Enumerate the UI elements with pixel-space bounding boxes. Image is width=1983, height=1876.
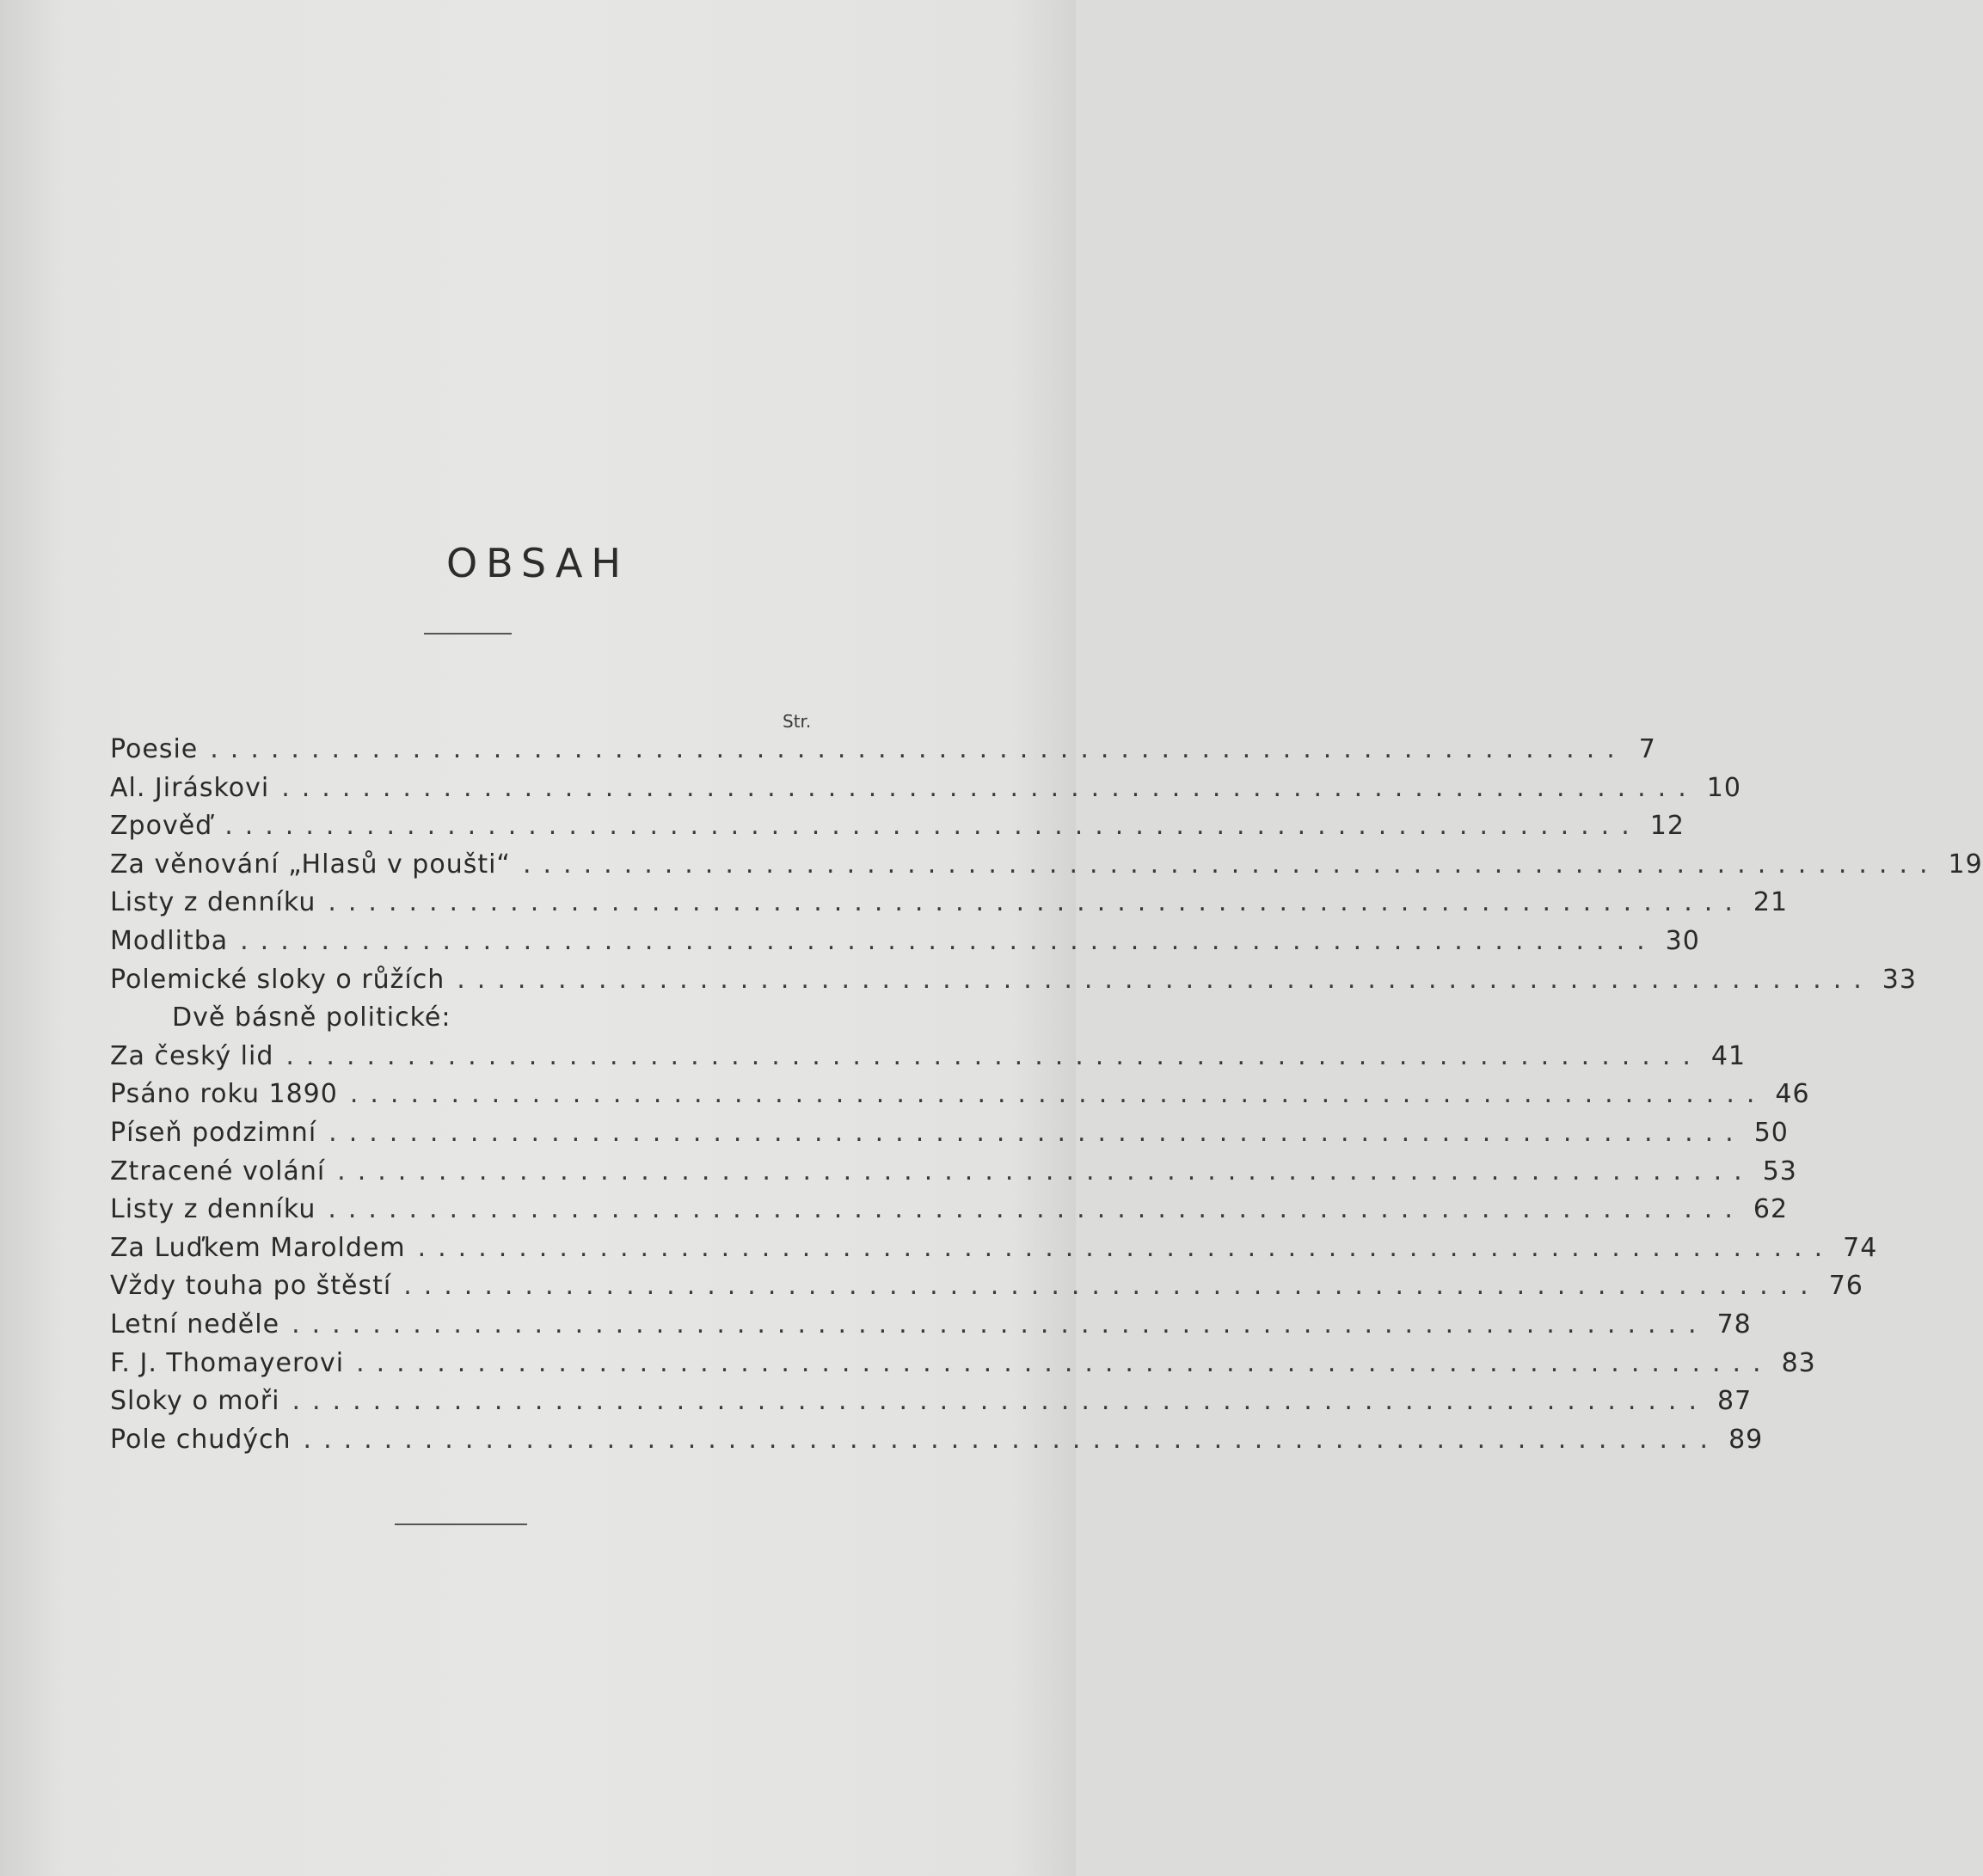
toc-entry-page: 19 xyxy=(1948,849,1983,880)
toc-entry-page: 87 xyxy=(1717,1386,1753,1417)
toc-section-heading: Dvě básně politické: xyxy=(172,1002,451,1033)
title-divider xyxy=(424,633,512,635)
toc-entry-title: Letní neděle xyxy=(110,1309,280,1340)
toc-entry xyxy=(110,1271,1863,1309)
page-title: OBSAH xyxy=(445,540,630,586)
toc-entry-title: Za český lid xyxy=(110,1040,274,1071)
toc-entry-page: 46 xyxy=(1775,1079,1810,1110)
toc-entry-title: Píseň podzimní xyxy=(110,1117,317,1148)
toc-entry-page: 30 xyxy=(1665,925,1700,956)
toc-entry-title: Al. Jiráskovi xyxy=(110,772,270,803)
toc-entry-title: Listy z denníku xyxy=(110,887,316,918)
toc-entry xyxy=(110,1232,1878,1272)
toc-leader-dots: ...................................................................... xyxy=(417,1232,1835,1263)
toc-entry xyxy=(110,887,1789,926)
toc-leader-dots: ...................................................................... xyxy=(210,734,1627,764)
toc-entry xyxy=(110,849,1983,888)
toc-entry xyxy=(110,772,1741,812)
toc-entry-page: 21 xyxy=(1753,887,1789,918)
toc-entry-page: 7 xyxy=(1638,734,1656,764)
toc-leader-dots: ...................................................................... xyxy=(281,772,1698,803)
toc-entry-title: Psáno roku 1890 xyxy=(110,1079,338,1110)
toc-entry-title: Vždy touha po štěstí xyxy=(110,1271,392,1302)
toc-entry xyxy=(110,1040,1747,1080)
toc-leader-dots: ...................................................................... xyxy=(292,1386,1709,1417)
toc-entry-page: 78 xyxy=(1716,1309,1752,1340)
toc-entry-title: Poesie xyxy=(110,734,199,764)
page-column-label: Str. xyxy=(783,711,812,732)
toc-leader-dots: ...................................................................... xyxy=(240,925,1657,956)
toc-entry xyxy=(110,1347,1816,1387)
toc-leader-dots: ...................................................................... xyxy=(328,1117,1746,1148)
toc-entry xyxy=(110,1386,1753,1425)
closing-divider xyxy=(395,1523,527,1525)
toc-entry xyxy=(110,1117,1789,1156)
toc-entry xyxy=(110,1156,1797,1195)
toc-entry-page: 89 xyxy=(1728,1424,1764,1455)
toc-entry-title: Pole chudých xyxy=(110,1424,292,1455)
toc-leader-dots: ...................................................................... xyxy=(349,1079,1767,1110)
toc-leader-dots: ...................................................................... xyxy=(292,1309,1709,1340)
toc-entry-title: F. J. Thomayerovi xyxy=(110,1347,345,1378)
toc-entry-page: 10 xyxy=(1706,772,1741,803)
toc-entry-title: Listy z denníku xyxy=(110,1194,316,1225)
toc-leader-dots: ...................................................................... xyxy=(403,1271,1820,1302)
toc-entry-title: Zpověď xyxy=(110,811,213,842)
toc-entry xyxy=(110,1309,1752,1348)
toc-entry-page: 33 xyxy=(1882,964,1917,995)
toc-entry-title: Sloky o moři xyxy=(110,1386,280,1417)
toc-entry-page: 50 xyxy=(1753,1117,1789,1148)
toc-leader-dots: ...................................................................... xyxy=(337,1156,1754,1186)
toc-entry-page: 12 xyxy=(1649,811,1685,842)
toc-leader-dots: ...................................................................... xyxy=(328,1194,1745,1225)
toc-entry-page: 76 xyxy=(1828,1271,1863,1302)
toc-leader-dots: ...................................................................... xyxy=(522,849,1940,880)
toc-entry-title: Za Luďkem Maroldem xyxy=(110,1232,406,1263)
toc-entry xyxy=(110,811,1685,849)
toc-entry-page: 53 xyxy=(1762,1156,1797,1186)
toc-entry xyxy=(110,964,1917,1003)
toc-entry-page: 62 xyxy=(1753,1194,1789,1225)
toc-entry-page: 41 xyxy=(1710,1040,1747,1071)
toc-entry xyxy=(110,1194,1789,1233)
toc-entry xyxy=(110,1079,1810,1118)
toc-entry-page: 74 xyxy=(1843,1232,1878,1263)
table-of-contents xyxy=(110,734,1983,1462)
toc-entry-title: Za věnování „Hlasů v poušti“ xyxy=(110,849,511,880)
toc-entry-page: 83 xyxy=(1781,1347,1816,1378)
toc-entry-title: Modlitba xyxy=(110,925,229,956)
toc-entry-title: Polemické sloky o růžích xyxy=(110,964,445,995)
toc-leader-dots: ...................................................................... xyxy=(285,1040,1703,1071)
toc-entry xyxy=(110,734,1656,773)
toc-entry xyxy=(110,1424,1764,1463)
toc-leader-dots: ...................................................................... xyxy=(356,1347,1773,1378)
toc-leader-dots: ...................................................................... xyxy=(457,964,1874,995)
toc-leader-dots: ...................................................................... xyxy=(328,887,1745,918)
toc-entry xyxy=(110,925,1700,965)
toc-entry-title: Ztracené volání xyxy=(110,1156,326,1186)
toc-leader-dots: ...................................................................... xyxy=(303,1424,1721,1455)
toc-leader-dots: ...................................................................... xyxy=(224,811,1642,842)
